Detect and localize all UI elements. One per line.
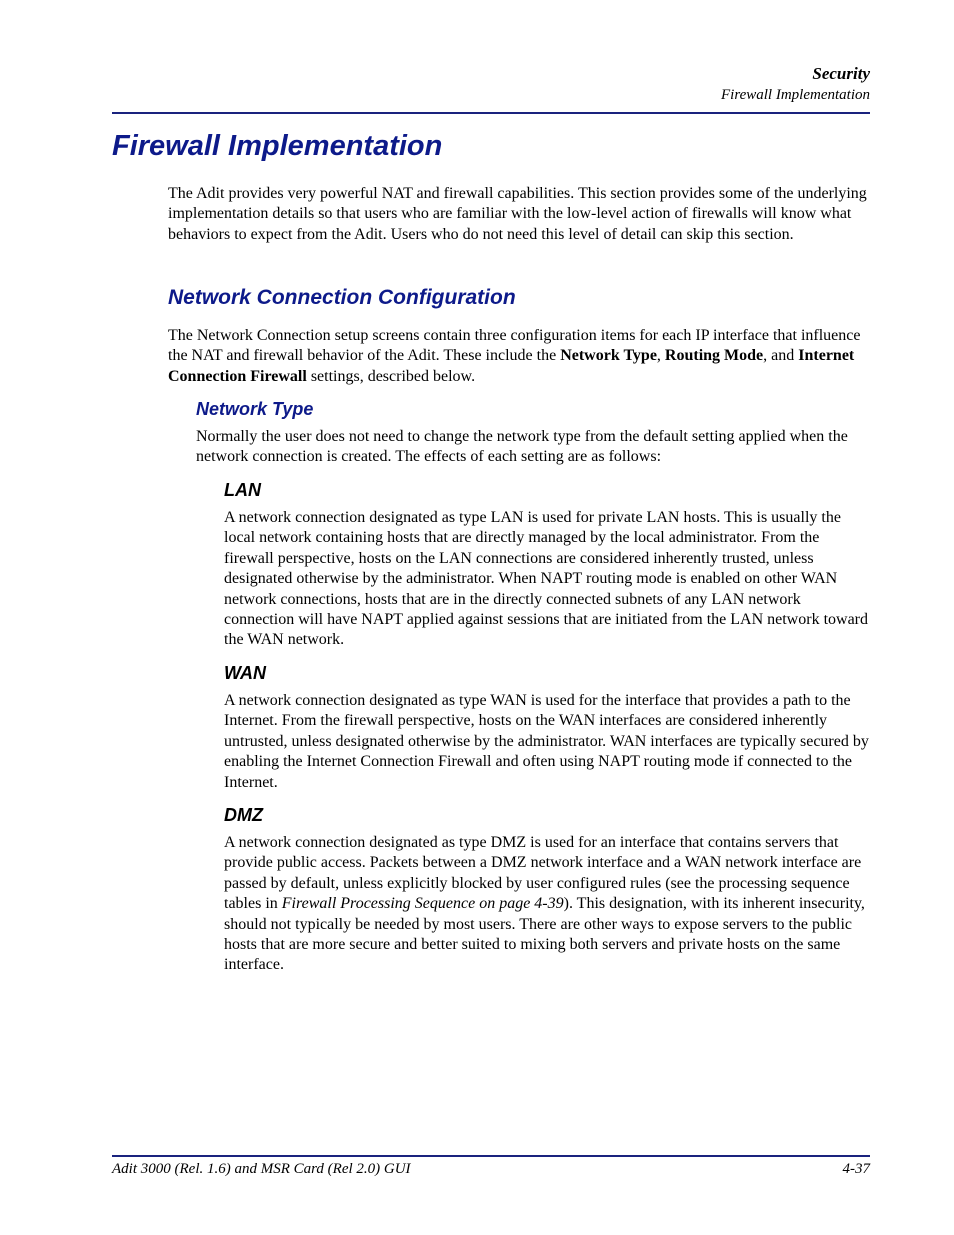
section-heading-network-connection-configuration: Network Connection Configuration <box>168 286 516 309</box>
ncc-sep1: , <box>656 347 665 365</box>
header-section: Firewall Implementation <box>720 87 870 103</box>
wan-paragraph: A network connection designated as type WAN is used for the interface that provides a path to the Internet. From the firewall perspective, hosts on the WAN interfaces are considered inherently untrusted, unless designated otherwise by the administrator. WAN interfaces are typically secured by enabling the Internet Connection Firewall and often using NAPT routing mode if connected to the Internet. <box>224 692 869 791</box>
ncc-text-start: The Network Connection setup screens contain three configuration items for each IP interface that influence the NAT and firewall behavior of the Adit. These include the <box>168 327 861 365</box>
heading-wan: WAN <box>224 663 266 683</box>
footer-page-number: 4-37 <box>842 1161 870 1177</box>
heading-dmz: DMZ <box>224 805 263 825</box>
dmz-paragraph <box>224 833 870 976</box>
ncc-term-network-type: Network Type <box>560 347 657 365</box>
ncc-term-internet-connection-firewall: Internet Connection Firewall <box>168 347 855 385</box>
footer-document-title: Adit 3000 (Rel. 1.6) and MSR Card (Rel 2.0) GUI <box>112 1161 411 1177</box>
ncc-term-routing-mode: Routing Mode <box>664 347 764 365</box>
lan-paragraph: A network connection designated as type LAN is used for private LAN hosts. This is usually the local network containing hosts that are directly managed by the local administrator. From the firewall perspective, hosts on the LAN connections are considered inherently trusted, unless designated otherwise by the administrator. When NAPT routing mode is enabled on other WAN network connections, hosts that are in the directly connected subnets of any LAN network connection will have NAPT applied against sessions that are initiated from the LAN network toward the WAN network. <box>224 509 868 649</box>
heading-lan: LAN <box>224 480 261 500</box>
network-connection-paragraph <box>168 326 870 387</box>
ncc-sep2: , and <box>763 347 799 365</box>
subsection-heading-network-type: Network Type <box>196 399 314 419</box>
dmz-text-start: A network connection designated as type DMZ is used for an interface that contains servers that provide public access. Packets between a DMZ network interface and a WAN network interface are passed by default, unless explicitly blocked by user configured rules (see the processing sequence tables in <box>224 834 862 913</box>
header-rule <box>112 112 870 114</box>
dmz-text-end: ). This designation, with its inherent insecurity, should not typically be needed by most users. There are other ways to expose servers to the public hosts that are more secure and better suited to mixing both servers and private hosts on the same interface. <box>224 895 865 974</box>
intro-paragraph: The Adit provides very powerful NAT and firewall capabilities. This section provides some of the underlying implementation details so that users who are familiar with the low-level action of firewalls will know what behaviors to expect from the Adit. Users who do not need this level of detail can skip this section. <box>168 185 867 243</box>
dmz-cross-reference-link[interactable]: Firewall Processing Sequence on page 4-39 <box>281 895 564 913</box>
network-type-paragraph: Normally the user does not need to change the network type from the default setting applied when the network connection is created. The effects of each setting are as follows: <box>196 428 848 466</box>
footer-rule <box>112 1155 870 1157</box>
ncc-text-end: settings, described below. <box>306 367 476 385</box>
header-chapter: Security <box>812 64 870 83</box>
page-title: Firewall Implementation <box>112 130 443 162</box>
